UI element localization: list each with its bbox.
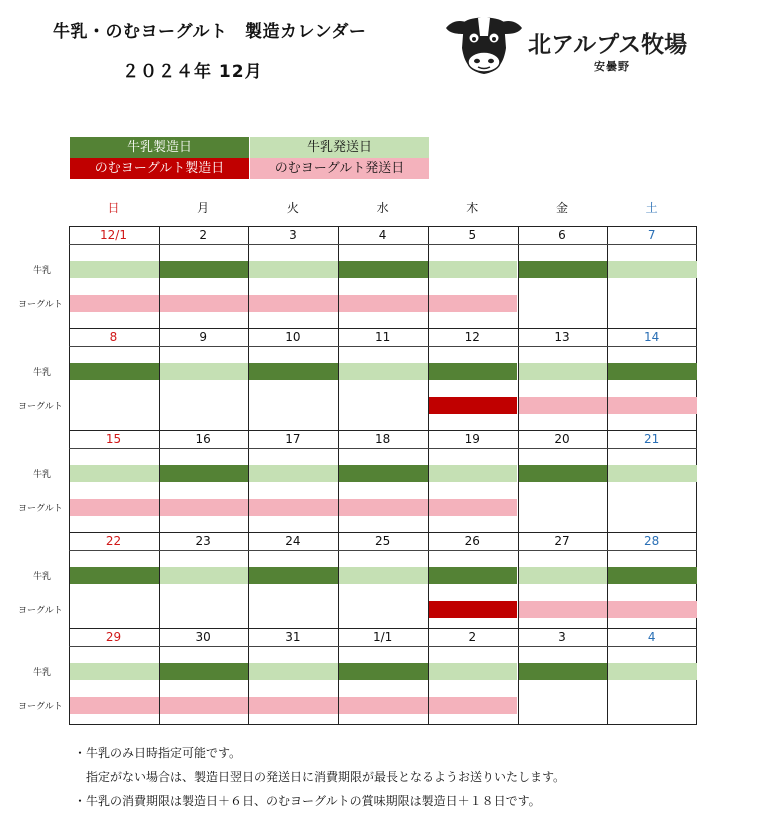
- milk-shipping-bar: [519, 363, 608, 380]
- date-cell: 13: [554, 330, 570, 344]
- date-cell: 12: [464, 330, 480, 344]
- date-cell: 18: [374, 432, 391, 446]
- grid-bottom-border: [69, 724, 697, 725]
- row-label-yogurt: ヨーグルト: [18, 402, 63, 412]
- date-cell: 2: [199, 228, 207, 242]
- row-label-milk: 牛乳: [33, 470, 52, 480]
- weekday-label: 木: [466, 201, 479, 215]
- date-cell: 5: [468, 228, 477, 242]
- milk-manufacture-bar: [249, 567, 338, 584]
- date-row-divider: [69, 346, 697, 347]
- date-cell: 6: [558, 228, 566, 242]
- date-cell: 1/1: [372, 630, 393, 644]
- milk-shipping-bar: [608, 465, 697, 482]
- milk-manufacture-bar: [519, 663, 608, 680]
- yogurt-shipping-bar: [608, 397, 697, 414]
- date-cell: 22: [105, 534, 122, 548]
- date-cell: 27: [554, 534, 570, 548]
- milk-shipping-bar: [249, 663, 338, 680]
- date-cell: 12/1: [100, 228, 127, 242]
- milk-shipping-bar: [70, 465, 159, 482]
- calendar-grid: [69, 226, 697, 725]
- milk-shipping-bar: [160, 363, 249, 380]
- date-cell: 10: [285, 330, 301, 344]
- yogurt-shipping-bar: [70, 499, 159, 516]
- milk-shipping-bar: [608, 261, 697, 278]
- milk-manufacture-bar: [160, 465, 249, 482]
- date-cell: 7: [647, 228, 656, 242]
- date-cell: 14: [644, 330, 660, 344]
- row-label-milk: 牛乳: [33, 668, 52, 678]
- date-cell: 19: [464, 432, 480, 446]
- row-label-yogurt: ヨーグルト: [18, 702, 63, 712]
- yogurt-shipping-bar: [339, 697, 428, 714]
- milk-shipping-bar: [429, 261, 518, 278]
- page-title: 牛乳・のむヨーグルト 製造カレンダー: [53, 22, 367, 42]
- date-cell: 28: [644, 534, 660, 548]
- row-label-yogurt: ヨーグルト: [18, 504, 63, 514]
- weekday-label: 日: [107, 201, 120, 215]
- date-cell: 30: [195, 630, 211, 644]
- milk-shipping-bar: [429, 465, 518, 482]
- yogurt-shipping-bar: [339, 499, 428, 516]
- milk-manufacture-bar: [249, 363, 338, 380]
- row-label-milk: 牛乳: [33, 368, 52, 378]
- milk-shipping-bar: [339, 363, 428, 380]
- row-label-milk: 牛乳: [33, 266, 52, 276]
- milk-shipping-bar: [249, 261, 338, 278]
- milk-shipping-bar: [70, 663, 159, 680]
- milk-manufacture-bar: [608, 363, 697, 380]
- date-cell: 24: [285, 534, 301, 548]
- milk-manufacture-bar: [160, 261, 249, 278]
- yogurt-shipping-bar: [249, 499, 338, 516]
- milk-shipping-bar: [519, 567, 608, 584]
- legend: [70, 137, 429, 179]
- notes: [74, 741, 565, 813]
- legend-milk-mfg: 牛乳製造日: [70, 137, 249, 158]
- date-cell: 17: [285, 432, 301, 446]
- milk-shipping-bar: [249, 465, 338, 482]
- yogurt-shipping-bar: [249, 295, 338, 312]
- yogurt-shipping-bar: [608, 601, 697, 618]
- legend-milk-ship: 牛乳発送日: [250, 137, 429, 158]
- note-line: ・牛乳のみ日時指定可能です。: [74, 746, 242, 760]
- cow-icon: [444, 14, 524, 76]
- weekday-label: 金: [555, 201, 568, 215]
- weekday-label: 水: [376, 201, 389, 215]
- yogurt-shipping-bar: [70, 697, 159, 714]
- weekday-label: 土: [645, 201, 658, 215]
- farm-location: 安曇野: [594, 60, 630, 73]
- milk-manufacture-bar: [160, 663, 249, 680]
- date-cell: 20: [554, 432, 570, 446]
- farm-name: 北アルプス牧場: [528, 32, 688, 58]
- weekday-label: 月: [197, 201, 210, 215]
- date-cell: 11: [374, 330, 391, 344]
- milk-manufacture-bar: [519, 261, 608, 278]
- farm-logo: [444, 14, 714, 76]
- weekday-label: 火: [286, 201, 299, 215]
- yogurt-shipping-bar: [70, 295, 159, 312]
- yogurt-shipping-bar: [160, 697, 249, 714]
- date-cell: 26: [464, 534, 480, 548]
- yogurt-shipping-bar: [160, 499, 249, 516]
- date-cell: 3: [558, 630, 566, 644]
- note-line: ・牛乳の消費期限は製造日＋６日、のむヨーグルトの賞味期限は製造日＋１８日です。: [74, 794, 541, 808]
- date-cell: 16: [195, 432, 211, 446]
- date-cell: 21: [644, 432, 660, 446]
- row-label-yogurt: ヨーグルト: [18, 606, 63, 616]
- row-label-yogurt: ヨーグルト: [18, 300, 63, 310]
- yogurt-shipping-bar: [519, 601, 608, 618]
- date-row-divider: [69, 646, 697, 647]
- milk-shipping-bar: [160, 567, 249, 584]
- milk-manufacture-bar: [70, 567, 159, 584]
- date-cell: 23: [195, 534, 211, 548]
- milk-manufacture-bar: [429, 567, 518, 584]
- date-row-divider: [69, 448, 697, 449]
- date-cell: 29: [105, 630, 122, 644]
- date-cell: 31: [285, 630, 301, 644]
- yogurt-shipping-bar: [339, 295, 428, 312]
- yogurt-shipping-bar: [429, 499, 518, 516]
- legend-yogurt-mfg: のむヨーグルト製造日: [70, 158, 249, 179]
- date-row-divider: [69, 550, 697, 551]
- yogurt-manufacture-bar: [429, 397, 518, 414]
- date-cell: 2: [468, 630, 477, 644]
- row-label-milk: 牛乳: [33, 572, 52, 582]
- date-cell: 15: [105, 432, 122, 446]
- milk-manufacture-bar: [519, 465, 608, 482]
- milk-manufacture-bar: [339, 465, 428, 482]
- milk-manufacture-bar: [339, 663, 428, 680]
- legend-yogurt-ship: のむヨーグルト発送日: [250, 158, 429, 179]
- calendar-month: ２０２４年 12月: [122, 62, 263, 82]
- yogurt-shipping-bar: [429, 697, 518, 714]
- yogurt-manufacture-bar: [429, 601, 518, 618]
- note-line: 指定がない場合は、製造日翌日の発送日に消費期限が最長となるようお送りいたします。: [74, 770, 566, 784]
- milk-shipping-bar: [429, 663, 518, 680]
- yogurt-shipping-bar: [429, 295, 518, 312]
- milk-manufacture-bar: [608, 567, 697, 584]
- milk-shipping-bar: [70, 261, 159, 278]
- date-cell: 4: [378, 228, 387, 242]
- milk-manufacture-bar: [429, 363, 518, 380]
- yogurt-shipping-bar: [160, 295, 249, 312]
- milk-shipping-bar: [339, 567, 428, 584]
- milk-manufacture-bar: [70, 363, 159, 380]
- date-cell: 9: [199, 330, 207, 344]
- date-cell: 3: [289, 228, 297, 242]
- date-cell: 8: [109, 330, 118, 344]
- date-row-divider: [69, 244, 697, 245]
- yogurt-shipping-bar: [519, 397, 608, 414]
- milk-manufacture-bar: [339, 261, 428, 278]
- milk-shipping-bar: [608, 663, 697, 680]
- date-cell: 25: [374, 534, 391, 548]
- date-cell: 4: [647, 630, 656, 644]
- yogurt-shipping-bar: [249, 697, 338, 714]
